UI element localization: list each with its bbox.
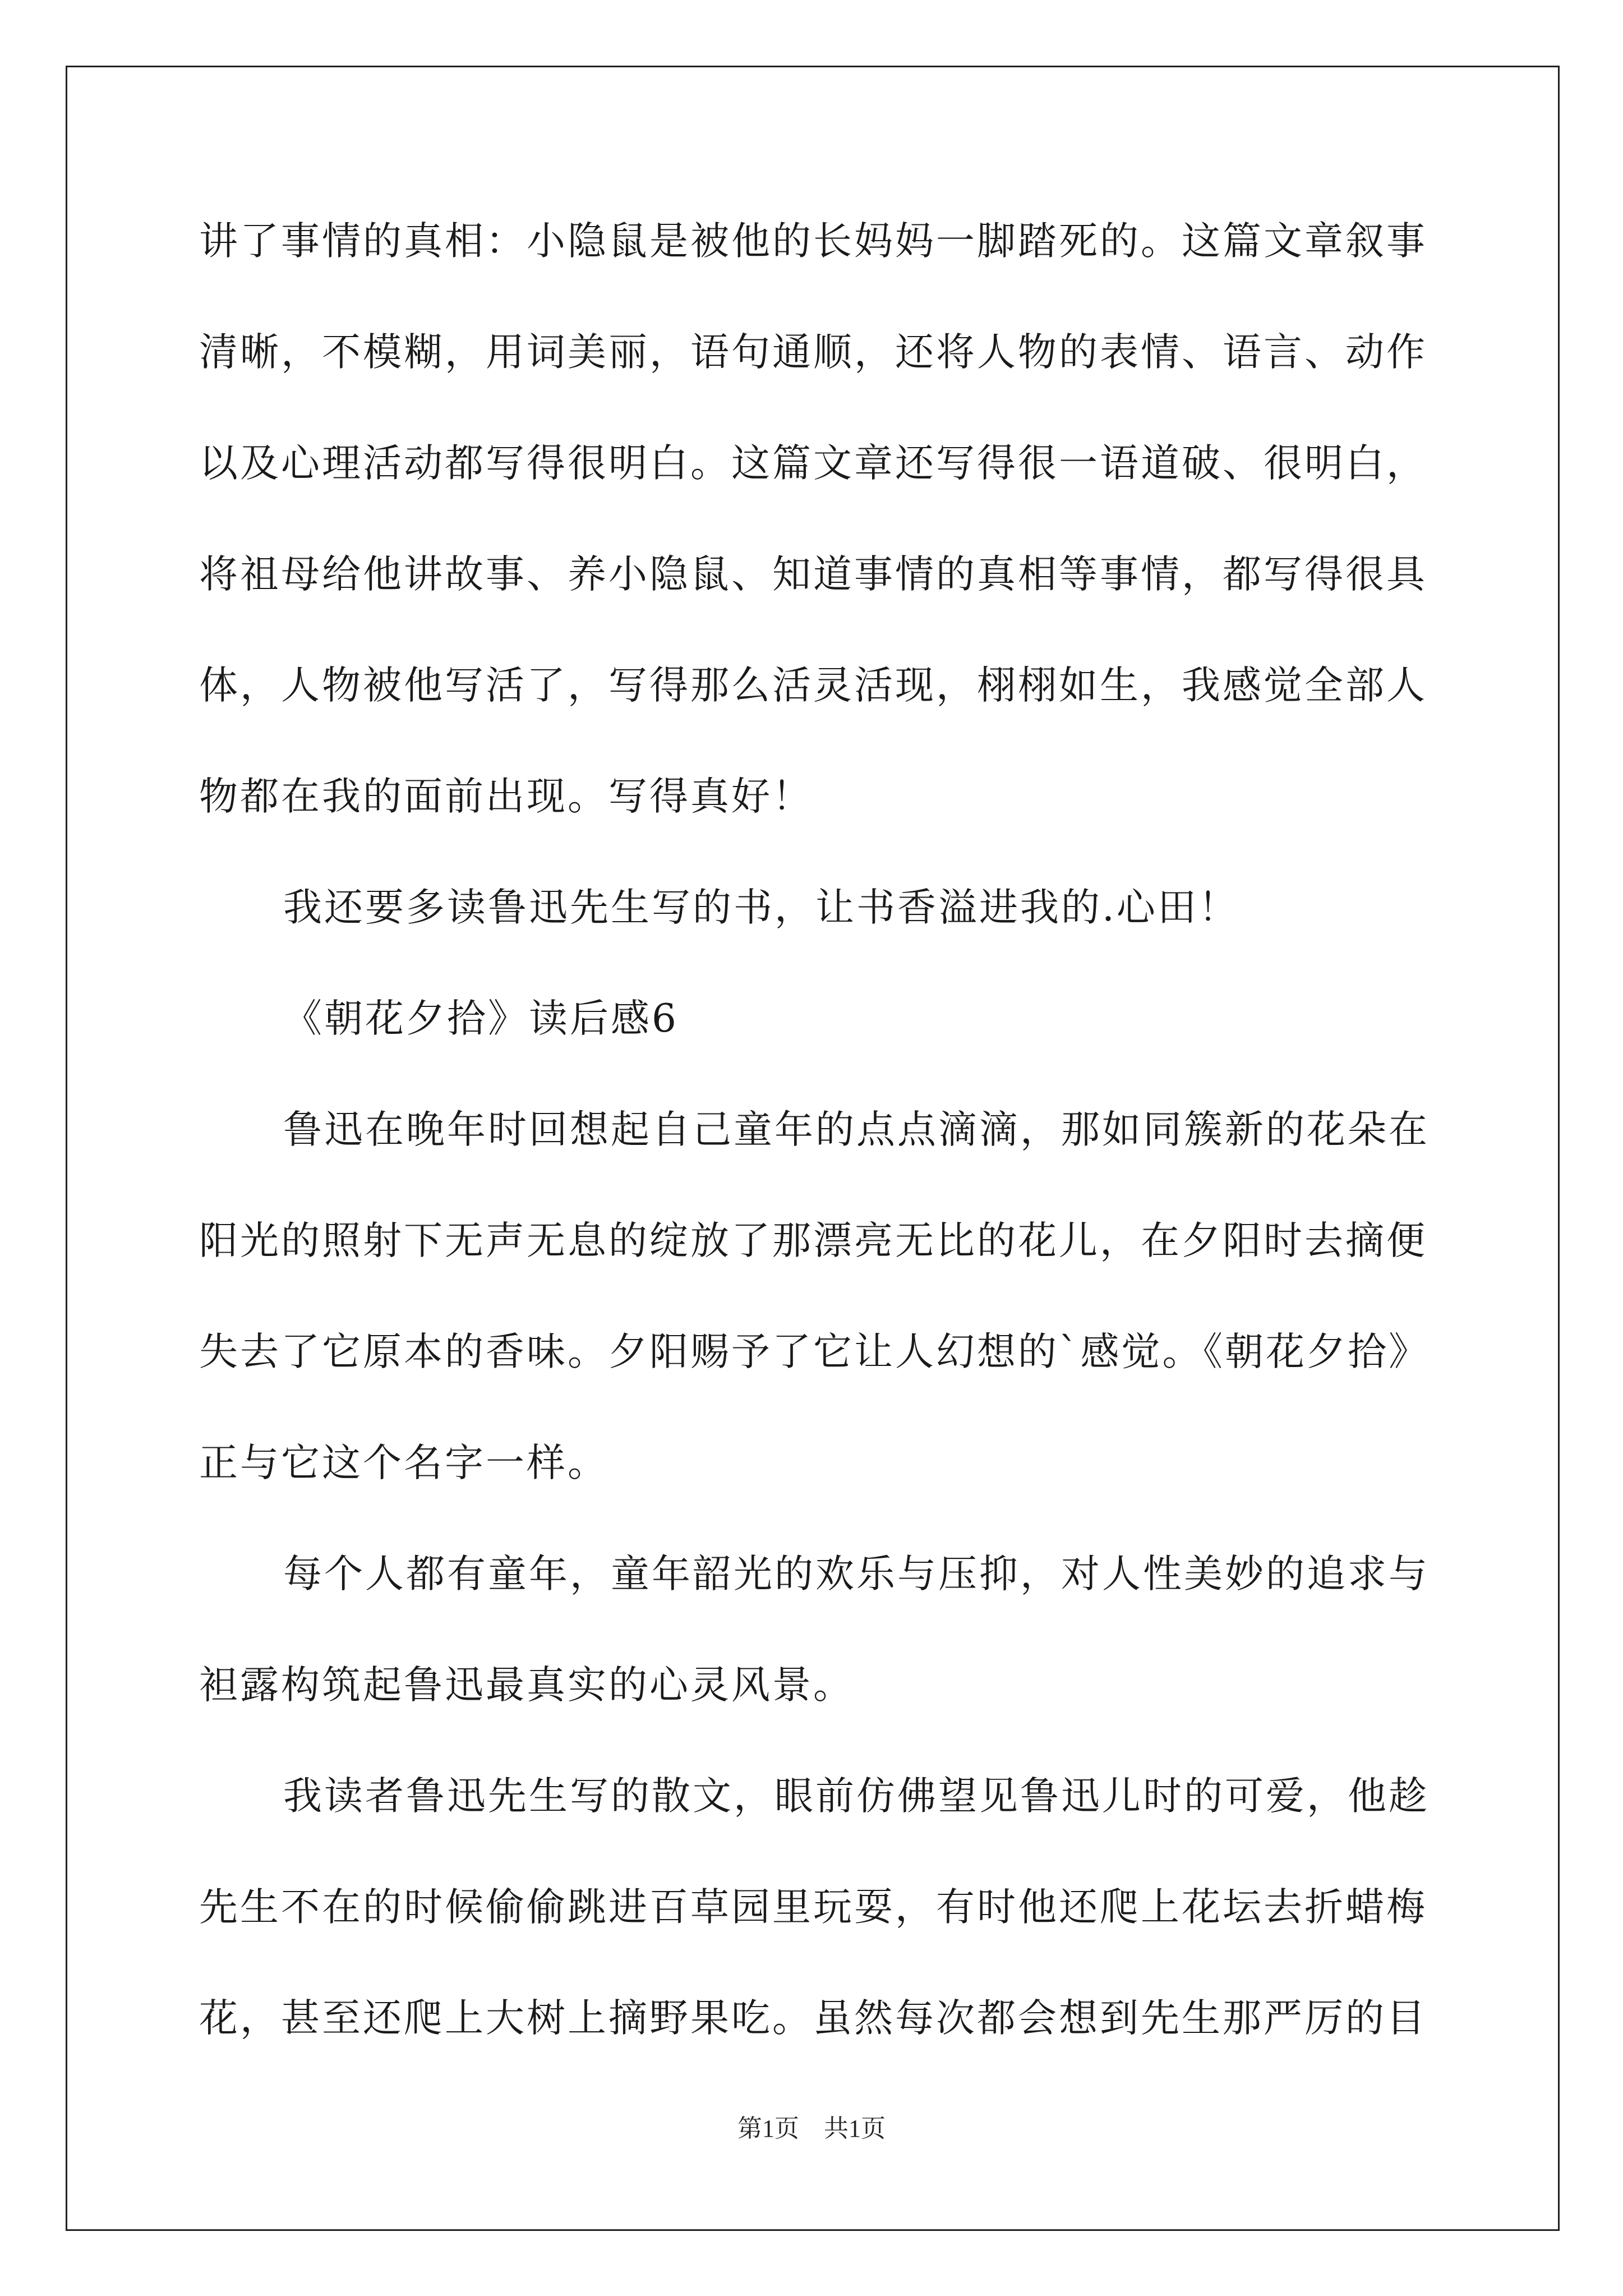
- text-line: 失去了它原本的香味。夕阳赐予了它让人幻想的`感觉。《朝花夕拾》: [199, 1329, 1430, 1374]
- text-line: 我还要多读鲁迅先生写的书，让书香溢进我的.心田！: [283, 885, 1239, 930]
- text-line: 物都在我的面前出现。写得真好！: [199, 774, 813, 819]
- text-line: 清晰，不模糊，用词美丽，语句通顺，还将人物的表情、语言、动作: [199, 330, 1427, 375]
- text-line: 正与它这个名字一样。: [199, 1441, 608, 1485]
- text-line: 先生不在的时候偷偷跳进百草园里玩耍，有时他还爬上花坛去折蜡梅: [199, 1885, 1427, 1930]
- document-body: [199, 216, 1430, 2104]
- text-line: 我读者鲁迅先生写的散文，眼前仿佛望见鲁迅儿时的可爱，他趁: [283, 1774, 1430, 1819]
- text-line: 花，甚至还爬上大树上摘野果吃。虽然每次都会想到先生那严厉的目: [199, 1996, 1427, 2041]
- text-line: 袒露构筑起鲁迅最真实的心灵风景。: [199, 1663, 854, 1708]
- page-number-footer: 第1页 共1页: [737, 2115, 886, 2142]
- text-line: 以及心理活动都写得很明白。这篇文章还写得很一语道破、很明白，: [199, 441, 1427, 486]
- text-line: 讲了事情的真相：小隐鼠是被他的长妈妈一脚踏死的。这篇文章叙事: [199, 219, 1427, 264]
- text-line: 阳光的照射下无声无息的绽放了那漂亮无比的花儿，在夕阳时去摘便: [199, 1218, 1427, 1263]
- text-line: 每个人都有童年，童年韶光的欢乐与压抑，对人性美妙的追求与: [283, 1552, 1430, 1596]
- section-heading: 《朝花夕拾》读后感6: [283, 996, 679, 1041]
- text-line: 体，人物被他写活了，写得那么活灵活现，栩栩如生，我感觉全部人: [199, 663, 1427, 708]
- text-line: 将祖母给他讲故事、养小隐鼠、知道事情的真相等事情，都写得很具: [199, 552, 1427, 597]
- text-line: 鲁迅在晚年时回想起自己童年的点点滴滴，那如同簇新的花朵在: [283, 1107, 1430, 1152]
